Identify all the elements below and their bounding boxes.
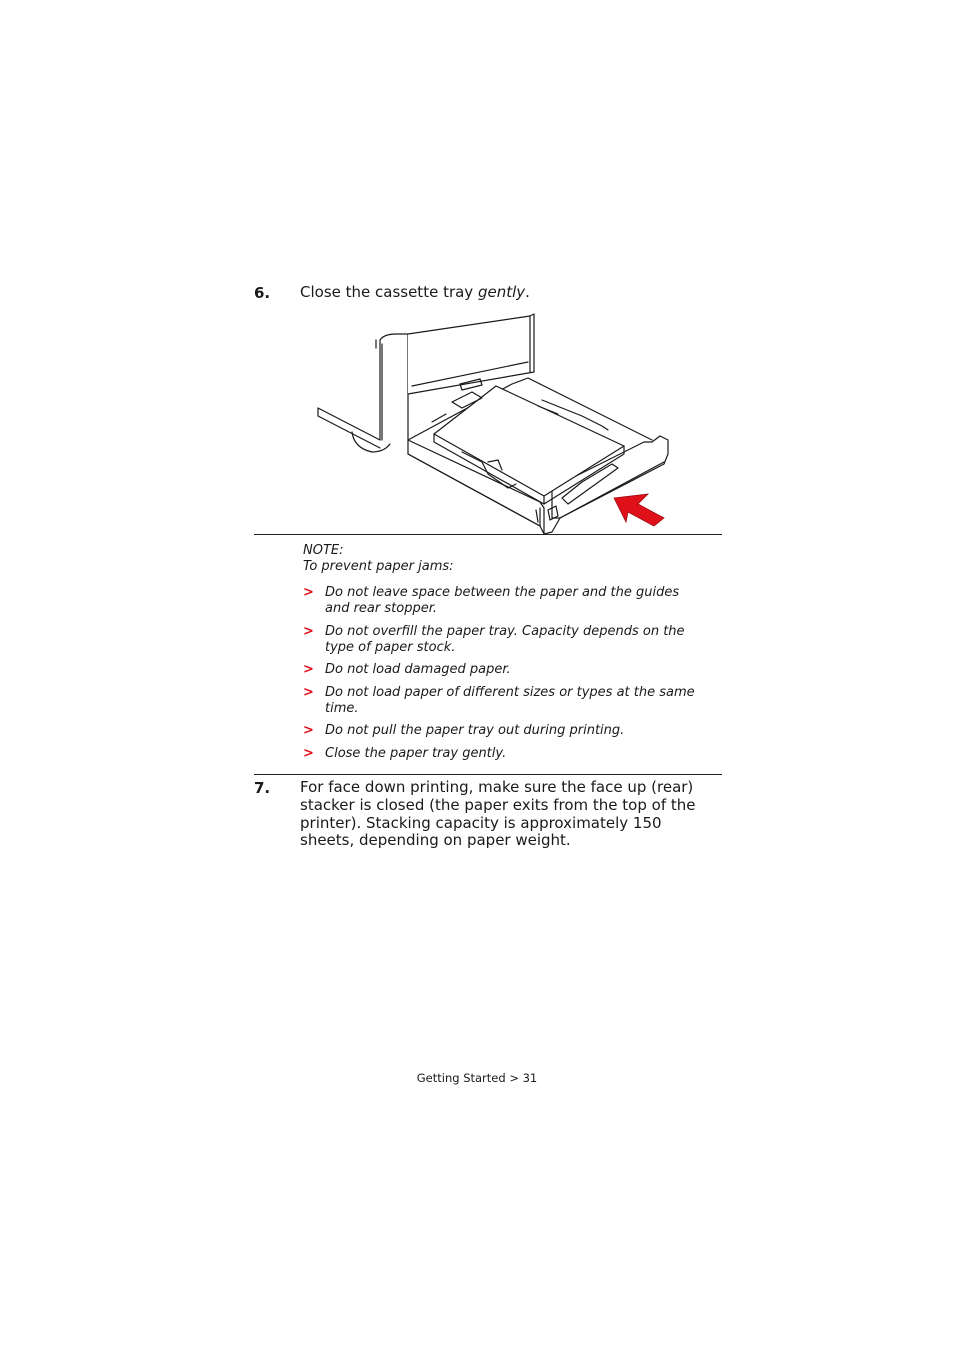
step-6-number: 6. [254, 284, 271, 302]
note-item-text: Do not pull the paper tray out during printing. [325, 723, 625, 738]
note-label: NOTE: [303, 543, 344, 558]
note-item [303, 723, 703, 739]
note-item [303, 624, 703, 656]
note-list [303, 585, 703, 768]
bullet-arrow-icon: > [303, 723, 314, 738]
note-item-text: Close the paper tray gently. [325, 745, 507, 761]
step-6-text-start: Close the cassette tray [300, 283, 478, 301]
note-bottom-divider [254, 774, 722, 775]
note-item-text: Do not leave space between the paper and the guides and rear stopper. [325, 585, 680, 616]
note-item [303, 685, 703, 717]
step-6-text-emphasis: gently [477, 283, 526, 301]
step-6-text-end: . [525, 283, 530, 301]
step-7-text: For face down printing, make sure the face up (rear) stacker is closed (the paper exits from the top of the printer). Stacking capacity is approximately 150 sheets, depending on paper weight. [300, 778, 696, 850]
bullet-arrow-icon: > [303, 585, 314, 600]
step-6-text [300, 284, 530, 302]
bullet-arrow-icon: > [303, 623, 314, 639]
cassette-tray-illustration [312, 312, 674, 536]
note-item [303, 662, 703, 678]
note-item-text: Do not load paper of different sizes or types at the same time. [325, 684, 695, 716]
printer-body-outline [318, 334, 408, 440]
push-arrow-icon [614, 494, 664, 526]
note-item [303, 585, 703, 617]
note-item-text: Do not load damaged paper. [325, 662, 511, 677]
bullet-arrow-icon: > [303, 745, 314, 761]
page-footer: Getting Started > 31 [416, 1071, 538, 1085]
note-item-text: Do not overfill the paper tray. Capacity depends on the type of paper stock. [325, 623, 685, 655]
note-intro: To prevent paper jams: [303, 559, 454, 574]
note-top-divider [254, 534, 722, 535]
bullet-arrow-icon: > [303, 662, 314, 677]
bullet-arrow-icon: > [303, 684, 314, 700]
step-7-number: 7. [254, 779, 271, 797]
note-item [303, 746, 703, 762]
